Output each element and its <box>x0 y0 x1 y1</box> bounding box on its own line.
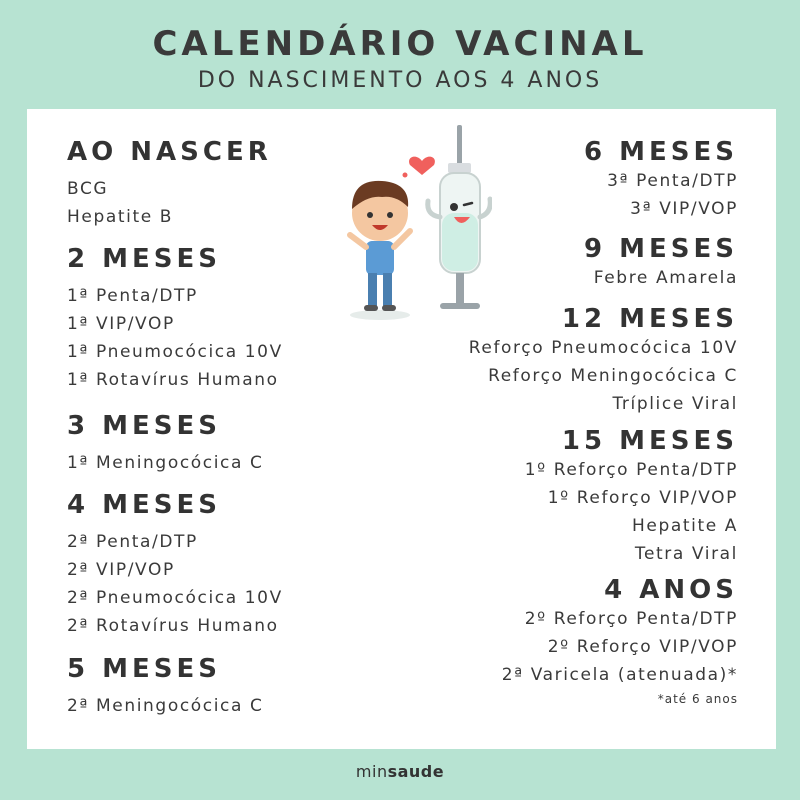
footnote: *até 6 anos <box>657 692 738 706</box>
section-heading: 4 MESES <box>67 490 221 520</box>
section-4-anos <box>502 575 738 707</box>
section-3-meses <box>67 411 263 477</box>
vaccine-item: 2ª Pneumocócica 10V <box>67 588 283 608</box>
vaccine-item: Tetra Viral <box>634 544 738 564</box>
vaccine-item: Febre Amarela <box>593 268 738 288</box>
vaccine-item: 2º Reforço Penta/DTP <box>524 609 738 629</box>
section-heading: 9 MESES <box>584 234 738 264</box>
vaccine-item: 1º Reforço VIP/VOP <box>547 488 738 508</box>
section-heading: 15 MESES <box>561 426 738 456</box>
header <box>0 24 800 96</box>
vaccine-item: 1º Reforço Penta/DTP <box>524 460 738 480</box>
section-heading: 6 MESES <box>584 137 738 167</box>
section-4-meses <box>67 490 283 640</box>
vaccine-item: BCG <box>67 179 109 199</box>
vaccine-item: Reforço Meningocócica C <box>488 366 738 386</box>
page-subtitle: DO NASCIMENTO AOS 4 ANOS <box>197 68 603 93</box>
vaccine-item: 1ª VIP/VOP <box>67 314 175 334</box>
section-6-meses <box>584 137 738 223</box>
section-heading: 12 MESES <box>561 304 738 334</box>
section-heading: 4 ANOS <box>604 575 738 605</box>
vaccine-item: 2ª Rotavírus Humano <box>67 616 279 636</box>
section-5-meses <box>67 654 263 720</box>
vaccine-item: 2º Reforço VIP/VOP <box>547 637 738 657</box>
vaccine-item: 1ª Penta/DTP <box>67 286 198 306</box>
footer-brand <box>0 762 800 781</box>
brand-prefix: min <box>355 762 388 781</box>
section-heading: AO NASCER <box>67 137 272 167</box>
section-ao-nascer <box>67 137 272 231</box>
vaccine-item: 2ª Penta/DTP <box>67 532 198 552</box>
illustration <box>312 117 492 327</box>
brand-name: saude <box>387 762 445 781</box>
vaccine-item: 1ª Meningocócica C <box>67 453 264 473</box>
section-heading: 2 MESES <box>67 244 221 274</box>
section-2-meses <box>67 244 283 394</box>
vaccine-item: 3ª Penta/DTP <box>607 171 738 191</box>
child-icon <box>350 181 410 320</box>
schedule-card <box>27 109 776 749</box>
vaccine-item: 2ª VIP/VOP <box>67 560 175 580</box>
page-title: CALENDÁRIO VACINAL <box>152 24 648 64</box>
vaccine-item: 1ª Rotavírus Humano <box>67 370 279 390</box>
section-heading: 3 MESES <box>67 411 221 441</box>
section-15-meses <box>525 426 738 568</box>
vaccine-item: 1ª Pneumocócica 10V <box>67 342 283 362</box>
vaccine-item: 2ª Meningocócica C <box>67 696 264 716</box>
syringe-icon <box>428 125 491 309</box>
section-12-meses <box>469 304 738 418</box>
section-9-meses <box>584 234 738 292</box>
vaccine-item: Hepatite A <box>632 516 738 536</box>
vaccine-item: 3ª VIP/VOP <box>630 199 738 219</box>
vaccine-item: Tríplice Viral <box>612 394 738 414</box>
section-heading: 5 MESES <box>67 654 221 684</box>
vaccine-item: Hepatite B <box>67 207 174 227</box>
vaccine-item: 2ª Varicela (atenuada)* <box>501 665 738 685</box>
vaccine-item: Reforço Pneumocócica 10V <box>468 338 738 358</box>
heart-icon <box>403 157 435 178</box>
